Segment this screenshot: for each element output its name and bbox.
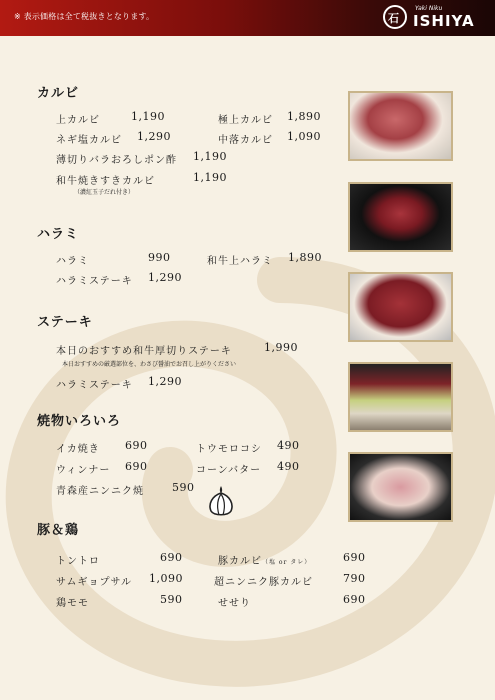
logo-main: ISHIYA: [413, 12, 475, 30]
garlic-icon: [206, 484, 236, 518]
menu-item-price: 690: [343, 593, 366, 606]
menu-item-note: （濃紅玉子だれ付き）: [74, 189, 135, 196]
menu-item-price: 690: [125, 439, 148, 452]
section-title-harami: ハラミ: [37, 227, 80, 242]
menu-item-name: 中落カルビ: [218, 135, 273, 146]
menu-item-name: 青森産ニンニク焼: [56, 486, 144, 497]
negi-karubi-photo: [348, 362, 453, 432]
menu-item-price: 1,990: [264, 341, 298, 354]
menu-item-note: 本日おすすめの厳選部位を、わさび醤油でお召し上がりください: [62, 361, 237, 368]
pork-photo: [348, 452, 453, 522]
menu-item-price: 1,190: [193, 171, 227, 184]
section-title-yakimono: 焼物いろいろ: [37, 414, 122, 429]
menu-item-price: 1,190: [193, 150, 227, 163]
tax-notice: ※ 表示価格は全て税抜きとなります。: [14, 12, 155, 21]
menu-item-price: 690: [160, 551, 183, 564]
menu-item-name: ウィンナー: [56, 465, 111, 476]
menu-item-price: 990: [148, 251, 171, 264]
menu-item-price: 1,890: [288, 251, 322, 264]
menu-item-name: ハラミ: [56, 256, 89, 267]
menu-item-name: 和牛上ハラミ: [207, 256, 273, 267]
section-title-buta: 豚＆鶏: [37, 523, 80, 538]
menu-item-price: 490: [277, 439, 300, 452]
menu-item-name: トウモロコシ: [196, 444, 262, 455]
menu-item-price: 690: [125, 460, 148, 473]
header-bar: [0, 0, 495, 36]
karubi-photo: [348, 91, 453, 161]
menu-item-name: 薄切りバラおろしポン酢: [56, 155, 177, 166]
menu-item-price: 1,290: [148, 375, 182, 388]
menu-item-price: 1,290: [148, 271, 182, 284]
menu-item-price: 590: [160, 593, 183, 606]
section-title-karubi: カルビ: [37, 86, 80, 101]
menu-item-name: ハラミステーキ: [56, 276, 133, 287]
menu-item-name: せせり: [218, 598, 251, 609]
menu-item-name: 鶏モモ: [56, 598, 89, 609]
menu-item-name: 豚カルビ（塩 or タレ）: [218, 556, 312, 567]
menu-item-name: ネギ塩カルビ: [56, 135, 122, 146]
menu-item-price: 1,090: [287, 130, 321, 143]
menu-item-name: コーンバター: [196, 465, 262, 476]
harami-photo: [348, 182, 453, 252]
steak-photo: [348, 272, 453, 342]
menu-item-name: 本日のおすすめ和牛厚切りステーキ: [56, 346, 232, 357]
menu-item-price: 490: [277, 460, 300, 473]
menu-item-price: 1,890: [287, 110, 321, 123]
logo: [383, 4, 483, 32]
menu-item-price: 1,290: [137, 130, 171, 143]
menu-item-name: 超ニンニク豚カルビ: [214, 577, 313, 588]
menu-item-price: 690: [343, 551, 366, 564]
menu-item-name: ハラミステーキ: [56, 380, 133, 391]
menu-item-name: イカ焼き: [56, 444, 100, 455]
menu-item-name: トントロ: [56, 556, 100, 567]
menu-item-price: 590: [172, 481, 195, 494]
menu-item-suffix: （塩 or タレ）: [262, 559, 312, 566]
menu-item-name: 極上カルビ: [218, 115, 273, 126]
menu-item-name: 和牛焼きすきカルビ: [56, 176, 155, 187]
logo-sub: Yaki Niku: [415, 5, 443, 12]
menu-item-price: 1,090: [149, 572, 183, 585]
menu-item-price: 1,190: [131, 110, 165, 123]
section-title-steak: ステーキ: [37, 315, 93, 330]
menu-item-name: サムギョプサル: [56, 577, 132, 588]
logo-mark-icon: 石: [383, 5, 407, 29]
menu-item-name: 上カルビ: [56, 115, 100, 126]
menu-item-price: 790: [343, 572, 366, 585]
